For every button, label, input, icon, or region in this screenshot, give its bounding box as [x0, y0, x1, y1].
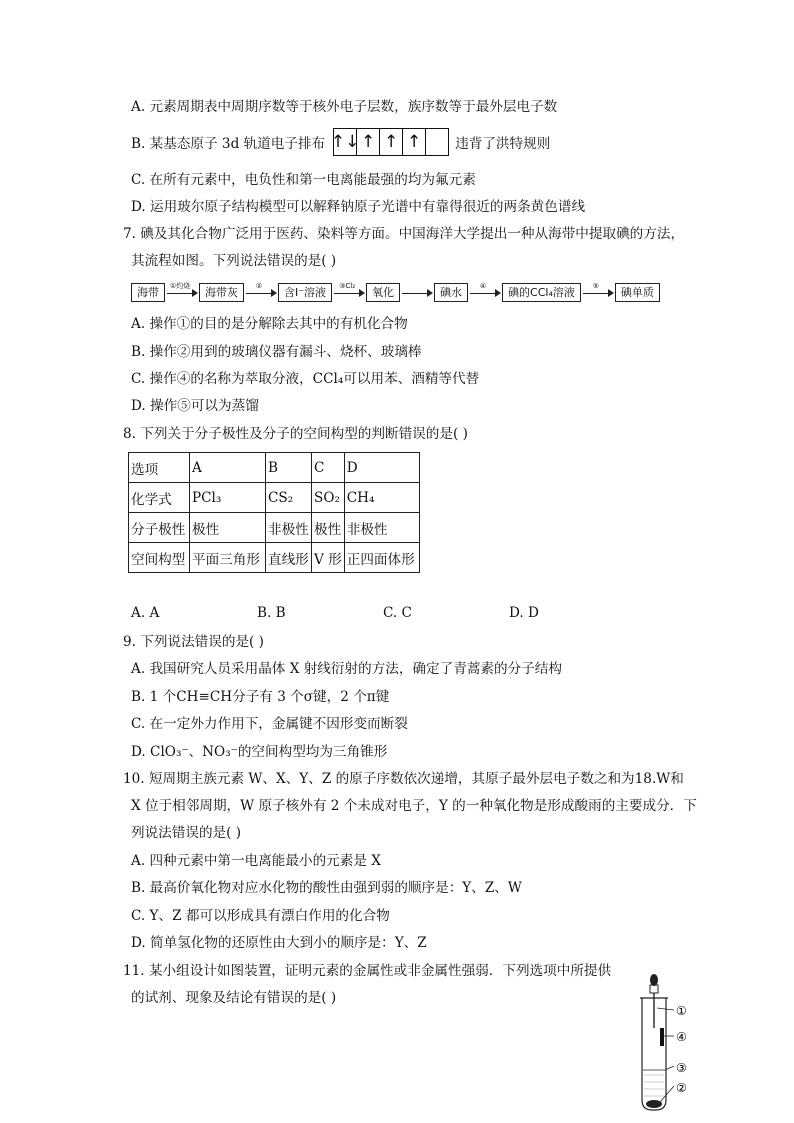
table-cell: 极性: [190, 513, 266, 543]
flow-arrow: [581, 282, 615, 302]
q7-flowchart: [131, 282, 660, 302]
flow-step: 海带灰: [199, 283, 244, 302]
table-cell: CH₄: [344, 483, 419, 513]
flow-arrow-label: ③Cl₂: [339, 282, 356, 290]
test-strip: [660, 1028, 664, 1046]
flow-arrow: [332, 282, 366, 302]
label-4: ④: [676, 1030, 687, 1044]
q6-option-b: [131, 128, 550, 156]
dropper-collar: [650, 985, 658, 993]
orbital-box: ↑: [356, 128, 380, 156]
q9-option-c: C. 在一定外力作用下，金属键不因形变而断裂: [131, 716, 408, 732]
flow-step: 含I⁻溶液: [278, 283, 332, 302]
q6-option-b-prefix: B. 某基态原子 3d 轨道电子排布: [131, 136, 326, 152]
label-3: ③: [676, 1061, 687, 1075]
dropper-bulb: [650, 974, 658, 986]
flow-step: 碘的CCl₄溶液: [502, 283, 581, 302]
q11-stem: 11. 某小组设计如图装置，证明元素的金属性或非金属性强弱．下列选项中所提供: [123, 963, 612, 979]
q10-option-b: B. 最高价氧化物对应水化物的酸性由强到弱的顺序是：Y、Z、W: [131, 880, 522, 896]
table-cell: 选项: [129, 453, 190, 483]
flow-arrow: [244, 282, 278, 302]
q7-stem: 7. 碘及其化合物广泛用于医药、染料等方面。中国海洋大学提出一种从海带中提取碘的方法，: [123, 226, 685, 242]
table-row: [129, 513, 420, 543]
table-cell: V 形: [312, 543, 345, 573]
q8-table: [128, 452, 420, 573]
table-cell: 化学式: [129, 483, 190, 513]
flow-step: 碘水: [434, 283, 468, 302]
q6-option-d: D. 运用玻尔原子结构模型可以解释钠原子光谱中有靠得很近的两条黄色谱线: [131, 199, 586, 215]
flow-arrow-label: ①灼烧: [169, 282, 191, 290]
q7-option-c: C. 操作④的名称为萃取分液，CCl₄可以用苯、酒精等代替: [131, 371, 480, 387]
q10-stem-cont: X 位于相邻周期，W 原子核外有 2 个未成对电子，Y 的一种氧化物是形成酸雨的主要成分．下: [131, 798, 697, 814]
table-cell: 分子极性: [129, 513, 190, 543]
flow-step: 氧化: [366, 283, 400, 302]
q6-option-c: C. 在所有元素中，电负性和第一电离能最强的均为氟元素: [131, 172, 476, 188]
table-cell: 正四面体形: [344, 543, 419, 573]
flow-step: 海带: [131, 283, 165, 302]
q9-option-a: A. 我国研究人员采用晶体 X 射线衍射的方法，确定了青蒿素的分子结构: [131, 661, 562, 677]
orbital-diagram: [330, 128, 449, 156]
q8-stem: 8. 下列关于分子极性及分子的空间构型的判断错误的是( ): [123, 426, 468, 442]
q10-option-a: A. 四种元素中第一电离能最小的元素是 X: [131, 853, 381, 869]
table-cell: 空间构型: [129, 543, 190, 573]
flow-arrow: [400, 282, 434, 302]
q10-stem-cont2: 列说法错误的是( ): [131, 825, 242, 841]
q7-option-d: D. 操作⑤可以为蒸馏: [131, 398, 259, 414]
table-cell: 非极性: [344, 513, 419, 543]
q9-stem: 9. 下列说法错误的是( ): [123, 634, 264, 650]
table-row: [129, 483, 420, 513]
flow-arrow: [468, 282, 502, 302]
q8-option-a: A. A: [131, 605, 160, 621]
q8-option-b: B. B: [257, 605, 286, 621]
q10-stem: 10. 短周期主族元素 W、X、Y、Z 的原子序数依次递增，其原子最外层电子数之和为18.W和: [123, 771, 684, 787]
orbital-box: ↑↓: [333, 128, 357, 156]
solid-reagent: [646, 1100, 662, 1108]
orbital-box: ↑: [379, 128, 403, 156]
flow-arrow: [165, 282, 199, 302]
q11-stem-cont: 的试剂、现象及结论有错误的是( ): [131, 990, 337, 1006]
q7-option-a: A. 操作①的目的是分解除去其中的有机化合物: [131, 316, 408, 332]
table-cell: 直线形: [266, 543, 312, 573]
table-row: [129, 543, 420, 573]
q10-option-d: D. 简单氢化物的还原性由大到小的顺序是：Y、Z: [131, 935, 427, 951]
q6-option-b-suffix: 违背了洪特规则: [455, 136, 551, 152]
orbital-box: ↑: [402, 128, 426, 156]
flow-step: 碘单质: [615, 283, 660, 302]
q7-option-b: B. 操作②用到的玻璃仪器有漏斗、烧杯、玻璃棒: [131, 344, 422, 360]
table-cell: C: [312, 453, 345, 483]
table-cell: 非极性: [266, 513, 312, 543]
table-cell: SO₂: [312, 483, 345, 513]
test-tube-apparatus: [630, 970, 730, 1116]
table-cell: 平面三角形: [190, 543, 266, 573]
table-cell: CS₂: [266, 483, 312, 513]
orbital-box: [425, 128, 449, 156]
table-cell: A: [190, 453, 266, 483]
q9-option-b: B. 1 个CH≡CH分子有 3 个σ键，2 个π键: [131, 689, 390, 705]
q8-option-d: D. D: [509, 605, 539, 621]
q7-stem-cont: 其流程如图。下列说法错误的是( ): [131, 253, 337, 269]
table-cell: B: [266, 453, 312, 483]
table-cell: D: [344, 453, 419, 483]
label-1: ①: [676, 1004, 687, 1018]
q6-option-a: A. 元素周期表中周期序数等于核外电子层数，族序数等于最外层电子数: [131, 99, 558, 115]
table-row: [129, 453, 420, 483]
table-cell: 极性: [312, 513, 345, 543]
table-cell: PCl₃: [190, 483, 266, 513]
flow-arrow-label: ⑤: [592, 282, 600, 290]
flow-arrow-label: ④: [479, 282, 487, 290]
flow-arrow-label: ②: [255, 282, 263, 290]
q8-option-c: C. C: [383, 605, 412, 621]
q9-option-d: D. ClO₃⁻、NO₃⁻的空间构型均为三角锥形: [131, 744, 388, 760]
q10-option-c: C. Y、Z 都可以形成具有漂白作用的化合物: [131, 908, 390, 924]
label-2: ②: [676, 1081, 687, 1095]
